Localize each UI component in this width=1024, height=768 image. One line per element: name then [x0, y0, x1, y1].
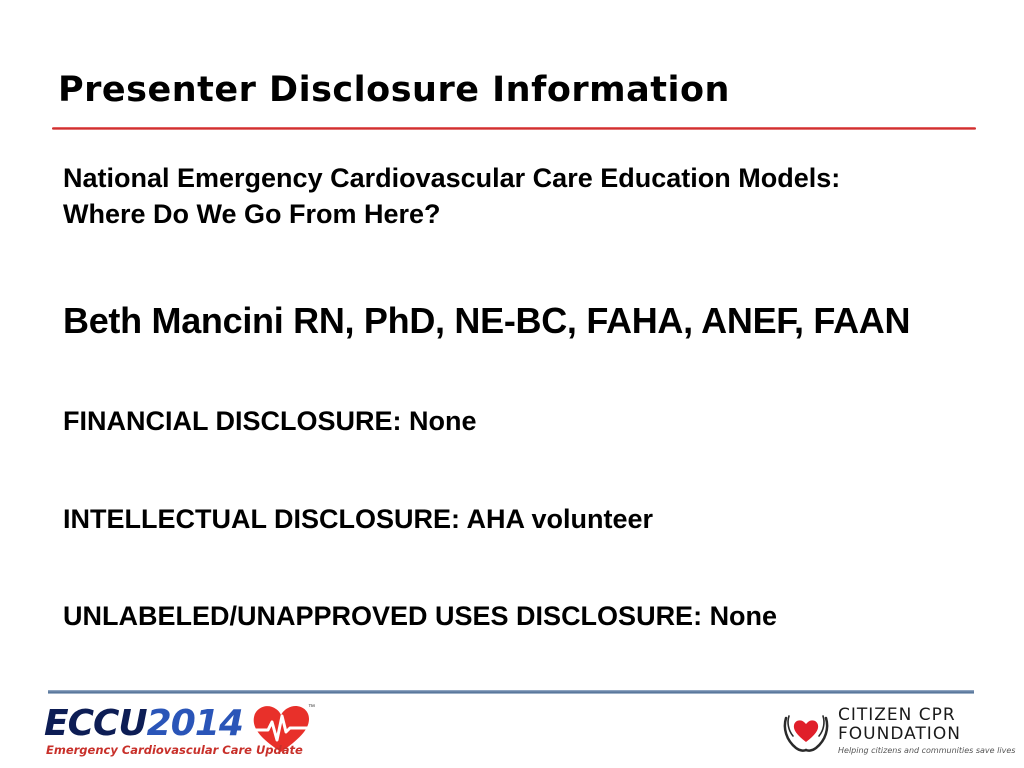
hands-heart-icon	[780, 704, 832, 756]
talk-title	[63, 160, 993, 232]
eccu-tagline: Emergency Cardiovascular Care Update	[46, 743, 303, 757]
eccu-year: 2014	[146, 703, 243, 744]
title-divider	[52, 127, 976, 130]
intellectual-disclosure: INTELLECTUAL DISCLOSURE: AHA volunteer	[63, 504, 654, 534]
trademark-mark: ™	[308, 704, 315, 711]
talk-title-line-1: National Emergency Cardiovascular Care Education Models:	[63, 163, 841, 193]
presenter-name: Beth Mancini RN, PhD, NE-BC, FAHA, ANEF, FAAN	[63, 300, 911, 341]
cpr-name-line-1: CITIZEN CPR	[838, 705, 956, 725]
page-title: Presenter Disclosure Information	[58, 70, 730, 110]
cpr-foundation-tagline: Helping citizens and communities save lives	[838, 746, 1016, 755]
financial-disclosure: FINANCIAL DISCLOSURE: None	[63, 406, 477, 436]
unlabeled-uses-disclosure: UNLABELED/UNAPPROVED USES DISCLOSURE: None	[63, 601, 778, 631]
citizen-cpr-foundation-logo	[780, 704, 1016, 764]
cpr-foundation-name	[838, 706, 961, 744]
talk-title-line-2: Where Do We Go From Here?	[63, 199, 441, 229]
eccu-wordmark	[44, 704, 243, 744]
eccu-2014-logo	[44, 700, 314, 762]
cpr-name-line-2: FOUNDATION	[838, 724, 961, 744]
footer-divider	[48, 690, 974, 694]
eccu-word: ECCU	[44, 703, 147, 744]
